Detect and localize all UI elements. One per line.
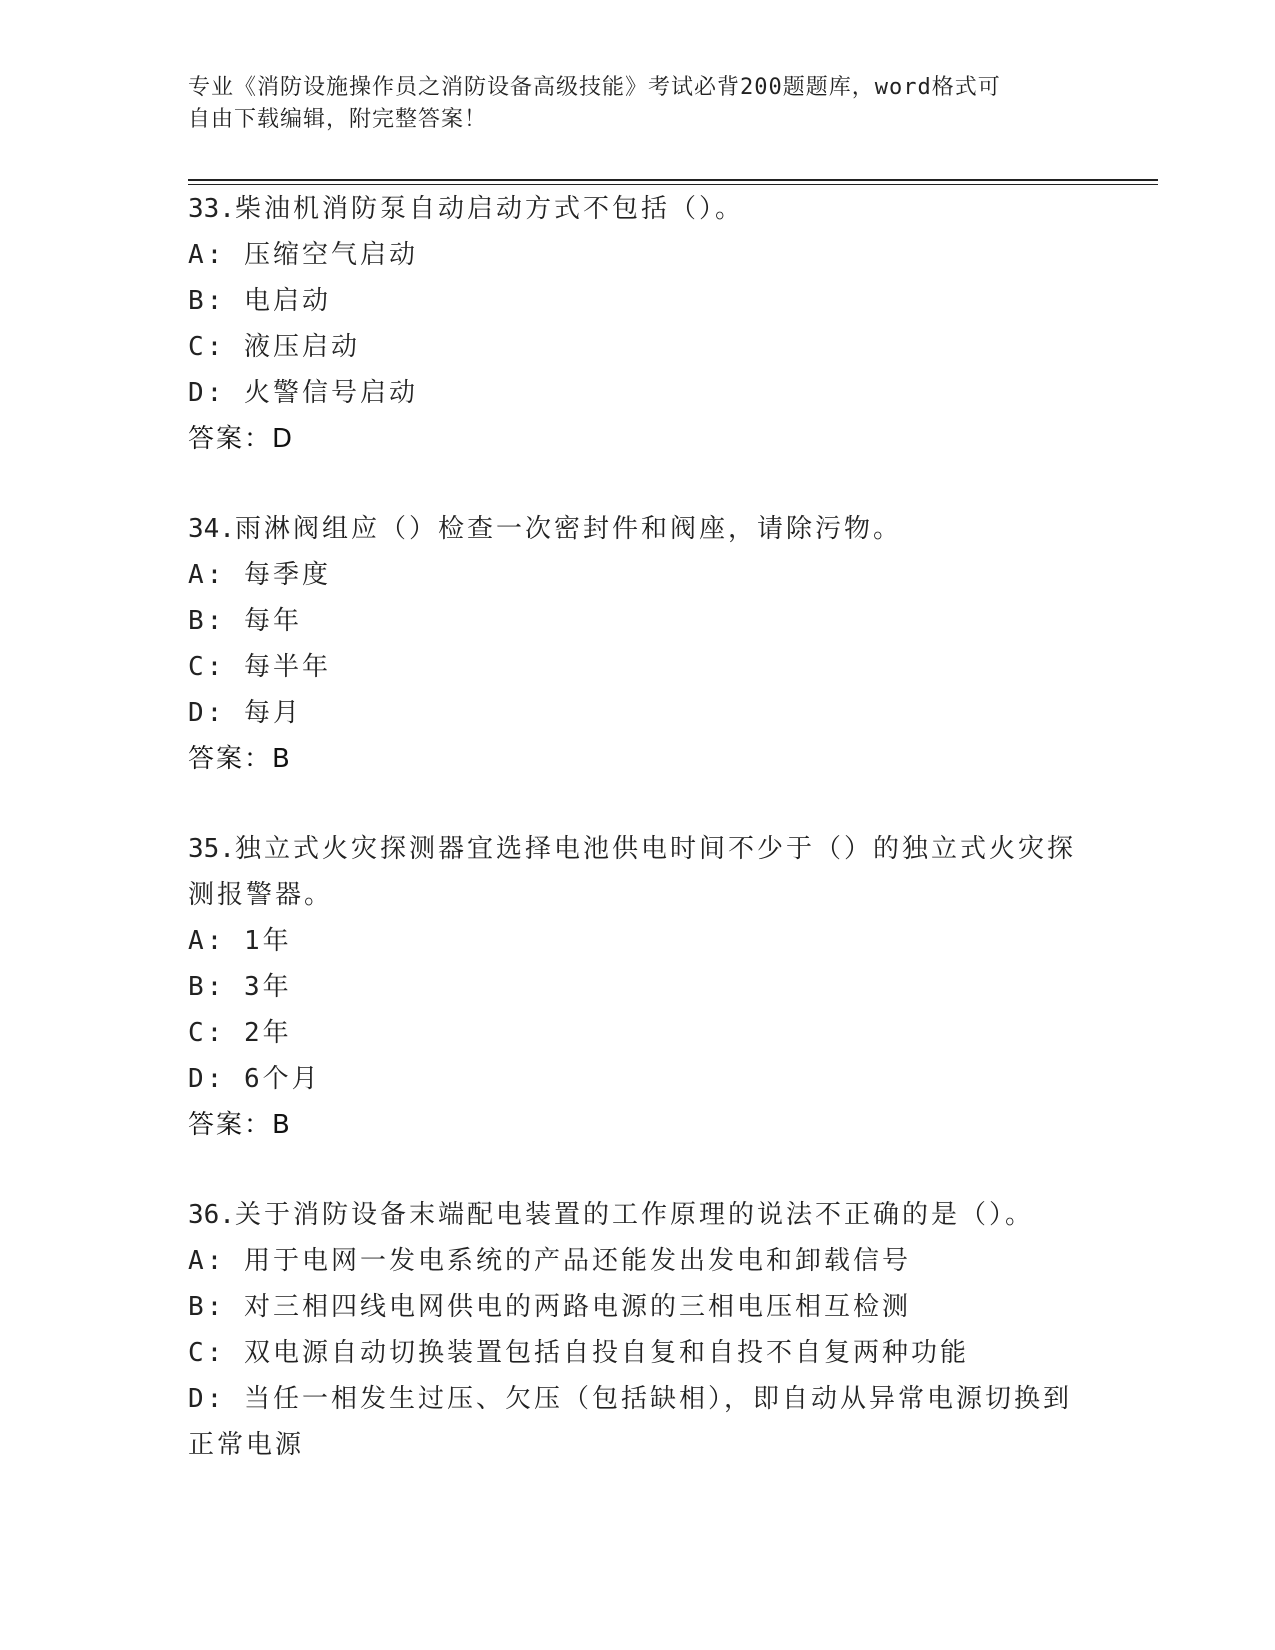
option-label: A: xyxy=(188,1246,226,1276)
option-a xyxy=(188,918,1088,964)
option-d xyxy=(188,1376,1088,1468)
question-35 xyxy=(188,826,1088,1148)
option-text: 对三相四线电网供电的两路电源的三相电压相互检测 xyxy=(243,1292,911,1322)
option-text: 电启动 xyxy=(243,286,331,316)
option-label: D: xyxy=(188,698,226,728)
question-34 xyxy=(188,506,1088,782)
option-c xyxy=(188,644,1088,690)
option-label: C: xyxy=(188,1338,226,1368)
answer-line: 答案：D xyxy=(188,424,295,454)
option-label: D: xyxy=(188,1064,226,1094)
question-text: 柴油机消防泵自动启动方式不包括（）。 xyxy=(234,194,744,224)
option-label: C: xyxy=(188,332,226,362)
header-divider-thick xyxy=(188,179,1158,181)
option-label: A: xyxy=(188,926,226,956)
option-text: 2年 xyxy=(243,1018,292,1048)
option-label: D: xyxy=(188,378,226,408)
option-label: B: xyxy=(188,286,226,316)
option-text: 用于电网一发电系统的产品还能发出发电和卸载信号 xyxy=(243,1246,911,1276)
option-label: C: xyxy=(188,652,226,682)
option-d xyxy=(188,690,1088,736)
option-text: 每季度 xyxy=(243,560,331,590)
option-b xyxy=(188,598,1088,644)
option-text: 压缩空气启动 xyxy=(243,240,418,270)
question-stem xyxy=(188,506,1088,552)
option-d xyxy=(188,370,1088,416)
option-text: 每年 xyxy=(243,606,302,636)
answer-line: 答案：B xyxy=(188,744,292,774)
option-a xyxy=(188,552,1088,598)
option-d xyxy=(188,1056,1088,1102)
option-b xyxy=(188,278,1088,324)
option-label: A: xyxy=(188,560,226,590)
question-number: 33. xyxy=(188,194,235,224)
question-stem xyxy=(188,826,1088,918)
option-b xyxy=(188,1284,1088,1330)
option-text: 当任一相发生过压、欠压（包括缺相），即自动从异常电源切换到正常电源 xyxy=(188,1384,1072,1460)
question-text: 关于消防设备末端配电装置的工作原理的说法不正确的是（）。 xyxy=(234,1200,1034,1230)
option-c xyxy=(188,1330,1088,1376)
question-stem xyxy=(188,186,1088,232)
option-text: 液压启动 xyxy=(243,332,360,362)
option-label: C: xyxy=(188,1018,226,1048)
option-label: B: xyxy=(188,972,226,1002)
option-c xyxy=(188,324,1088,370)
option-text: 6个月 xyxy=(243,1064,321,1094)
question-33 xyxy=(188,186,1088,462)
option-text: 每半年 xyxy=(243,652,331,682)
option-label: A: xyxy=(188,240,226,270)
question-number: 34. xyxy=(188,514,235,544)
document-header xyxy=(188,72,1088,136)
option-b xyxy=(188,964,1088,1010)
option-text: 每月 xyxy=(243,698,302,728)
question-list xyxy=(188,186,1088,1468)
option-text: 3年 xyxy=(243,972,292,1002)
option-a xyxy=(188,1238,1088,1284)
option-label: D: xyxy=(188,1384,226,1414)
option-text: 双电源自动切换装置包括自投自复和自投不自复两种功能 xyxy=(243,1338,969,1368)
answer-line: 答案：B xyxy=(188,1110,292,1140)
question-number: 35. xyxy=(188,834,235,864)
option-text: 1年 xyxy=(243,926,292,956)
header-line-2: 自由下载编辑，附完整答案！ xyxy=(188,107,488,132)
option-label: B: xyxy=(188,1292,226,1322)
header-divider-thin xyxy=(188,184,1158,185)
header-line-1: 专业《消防设施操作员之消防设备高级技能》考试必背200题题库，word格式可 xyxy=(188,75,1001,100)
option-c xyxy=(188,1010,1088,1056)
option-a xyxy=(188,232,1088,278)
option-label: B: xyxy=(188,606,226,636)
question-text: 雨淋阀组应（）检查一次密封件和阀座，请除污物。 xyxy=(234,514,902,544)
option-text: 火警信号启动 xyxy=(243,378,418,408)
question-number: 36. xyxy=(188,1200,235,1230)
question-stem xyxy=(188,1192,1088,1238)
question-36 xyxy=(188,1192,1088,1468)
question-text: 独立式火灾探测器宜选择电池供电时间不少于（）的独立式火灾探测报警器。 xyxy=(188,834,1076,910)
